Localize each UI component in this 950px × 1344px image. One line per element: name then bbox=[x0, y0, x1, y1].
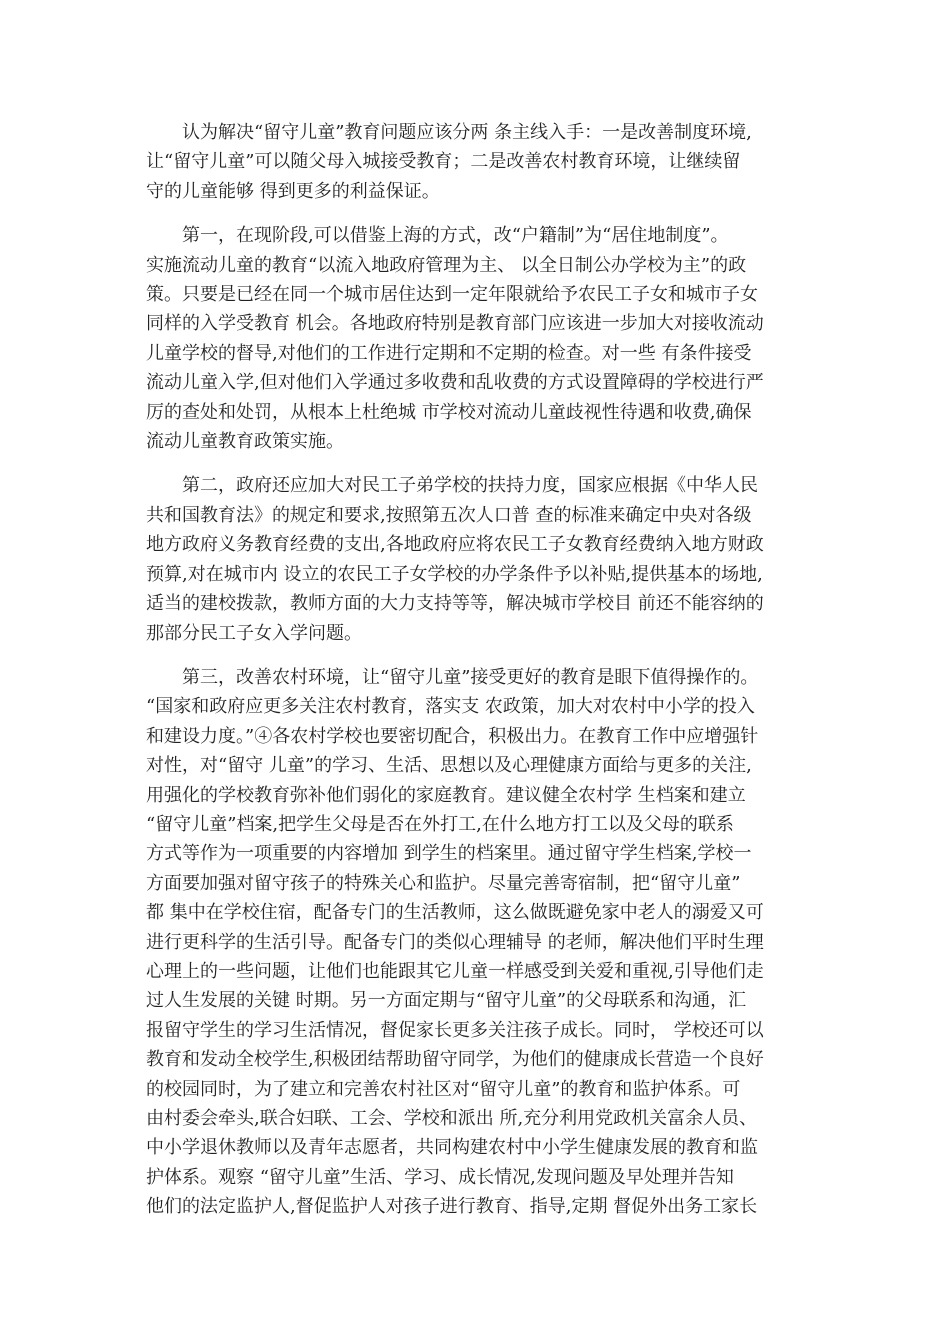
text-line: 的校园同时，为了建立和完善农村社区对“留守儿童”的教育和监护体系。可 bbox=[146, 1078, 741, 1100]
text-line: 由村委会牵头,联合妇联、工会、学校和派出 所,充分利用党政机关富余人员、 bbox=[146, 1108, 758, 1129]
text-line: 都 集中在学校住宿，配备专门的生活教师，这么做既避免家中老人的溺爱又可 bbox=[146, 902, 764, 924]
text-line: 第三，改善农村环境，让“留守儿童”接受更好的教育是眼下值得操作的。 bbox=[182, 666, 759, 688]
text-line: 第一，在现阶段,可以借鉴上海的方式，改“户籍制”为“居住地制度”。 bbox=[182, 225, 729, 247]
text-line: 中小学退休教师以及青年志愿者，共同构建农村中小学生健康发展的教育和监 bbox=[146, 1137, 758, 1159]
document-body bbox=[146, 118, 811, 1237]
text-line: 护体系。观察 “留守儿童”生活、学习、成长情况,发现问题及早处理并告知 bbox=[146, 1166, 734, 1188]
paragraph-3 bbox=[146, 471, 811, 647]
text-line: 对性，对“留守 儿童”的学习、生活、思想以及心理健康方面给与更多的关注, bbox=[146, 755, 752, 777]
text-line: 适当的建校拨款，教师方面的大力支持等等，解决城市学校目 前还不能容纳的 bbox=[146, 593, 764, 615]
text-line: 进行更科学的生活引导。配备专门的类似心理辅导 的老师，解决他们平时生理 bbox=[146, 931, 764, 953]
text-line: 过人生发展的关键 时期。另一方面定期与“留守儿童”的父母联系和沟通，汇 bbox=[146, 990, 747, 1012]
paragraph-1 bbox=[146, 118, 811, 206]
text-line: 预算,对在城市内 设立的农民工子女学校的办学条件予以补贴,提供基本的场地, bbox=[146, 563, 763, 585]
text-line: 那部分民工子女入学问题。 bbox=[146, 622, 362, 644]
text-line: 认为解决“留守儿童”教育问题应该分两 条主线入手：一是改善制度环境, bbox=[182, 122, 752, 143]
text-line: 流动儿童入学,但对他们入学通过多收费和乱收费的方式设置障碍的学校进行严 bbox=[146, 372, 764, 394]
text-line: 心理上的一些问题，让他们也能跟其它儿童一样感受到关爱和重视,引导他们走 bbox=[146, 960, 764, 982]
text-line: 实施流动儿童的教育“以流入地政府管理为主、 以全日制公办学校为主”的政 bbox=[146, 254, 747, 276]
text-line: 地方政府义务教育经费的支出,各地政府应将农民工子女教育经费纳入地方财政 bbox=[146, 534, 764, 556]
text-line: “国家和政府应更多关注农村教育，落实支 农政策，加大对农村中小学的投入 bbox=[146, 696, 755, 718]
paragraph-2 bbox=[146, 221, 811, 456]
text-line: 厉的查处和处罚，从根本上杜绝城 市学校对流动儿童歧视性待遇和收费,确保 bbox=[146, 401, 752, 423]
text-line: 和建设力度。”④各农村学校也要密切配合，积极出力。在教育工作中应增强针 bbox=[146, 725, 759, 747]
text-line: 同样的入学受教育 机会。各地政府特别是教育部门应该进一步加大对接收流动 bbox=[146, 313, 764, 335]
text-line: 他们的法定监护人,督促监护人对孩子进行教育、指导,定期 督促外出务工家长 bbox=[146, 1196, 758, 1218]
text-line: 策。只要是已经在同一个城市居住达到一定年限就给予农民工子女和城市子女 bbox=[146, 284, 758, 306]
text-line: 报留守学生的学习生活情况，督促家长更多关注孩子成长。同时， 学校还可以 bbox=[146, 1019, 764, 1041]
text-line: 共和国教育法》的规定和要求,按照第五次人口普 查的标准来确定中央对各级 bbox=[146, 504, 752, 526]
text-line: 守的儿童能够 得到更多的利益保证。 bbox=[146, 180, 440, 202]
text-line: “留守儿童”档案,把学生父母是否在外打工,在什么地方打工以及父母的联系 bbox=[146, 813, 734, 835]
paragraph-4 bbox=[146, 663, 811, 1222]
text-line: 儿童学校的督导,对他们的工作进行定期和不定期的检查。对一些 有条件接受 bbox=[146, 342, 752, 364]
text-line: 用强化的学校教育弥补他们弱化的家庭教育。建议健全农村学 生档案和建立 bbox=[146, 784, 746, 806]
text-line: 流动儿童教育政策实施。 bbox=[146, 431, 344, 453]
text-line: 让“留守儿童”可以随父母入城接受教育；二是改善农村教育环境，让继续留 bbox=[146, 151, 741, 173]
text-line: 教育和发动全校学生,积极团结帮助留守同学，为他们的健康成长营造一个良好 bbox=[146, 1049, 764, 1071]
text-line: 方面要加强对留守孩子的特殊关心和监护。尽量完善寄宿制，把“留守儿童” bbox=[146, 872, 741, 894]
text-line: 方式等作为一项重要的内容增加 到学生的档案里。通过留守学生档案,学校一 bbox=[146, 843, 752, 865]
text-line: 第二，政府还应加大对民工子弟学校的扶持力度，国家应根据《中华人民 bbox=[182, 475, 758, 497]
